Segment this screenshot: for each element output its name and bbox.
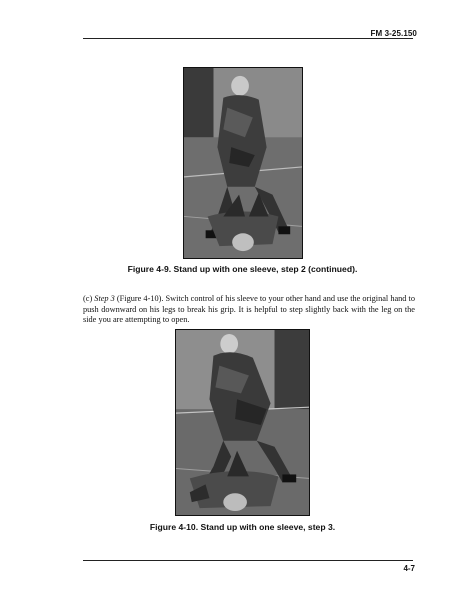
figure-4-10-illustration — [176, 330, 309, 515]
body-paragraph — [83, 294, 415, 326]
figure-4-10-caption: Figure 4-10. Stand up with one sleeve, step 3. — [149, 522, 336, 532]
figure-4-9-photo — [183, 67, 303, 259]
paragraph-text: (Figure 4-10). Switch control of his sleeve to your other hand and use the original hand to push downward on his legs to break his grip. It is helpful to step slightly back with the leg on the side you are attempting to open. — [83, 294, 415, 325]
figure-4-9-illustration — [184, 68, 302, 258]
figure-4-10-photo — [175, 329, 310, 516]
step-label: Step 3 — [94, 294, 115, 304]
paragraph-prefix: (c) — [83, 294, 95, 304]
footer-rule — [83, 560, 413, 561]
footer-page-number: 4-7 — [403, 564, 415, 573]
header-document-id: FM 3-25.150 — [370, 29, 417, 38]
figure-4-9-caption: Figure 4-9. Stand up with one sleeve, step 2 (continued). — [127, 264, 358, 274]
header-rule — [83, 38, 413, 39]
